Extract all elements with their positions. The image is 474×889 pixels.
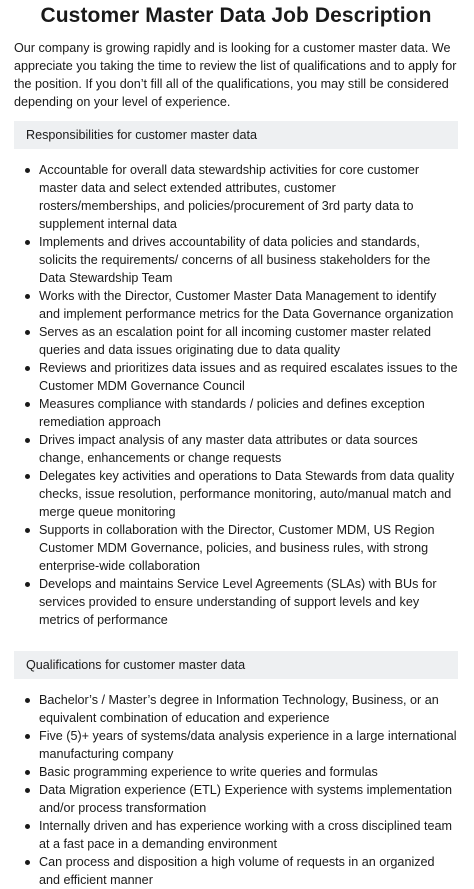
bullet-icon — [25, 698, 30, 703]
list-item-text: Develops and maintains Service Level Agreements (SLAs) with BUs for services provided to ensure understanding of support levels and key metrics of performance — [39, 577, 437, 627]
list-item — [39, 359, 458, 395]
list-item-text: Measures compliance with standards / policies and defines exception remediation approach — [39, 397, 425, 429]
responsibilities-list — [14, 161, 458, 629]
bullet-icon — [25, 788, 30, 793]
bullet-icon — [25, 366, 30, 371]
bullet-icon — [25, 582, 30, 587]
intro-paragraph: Our company is growing rapidly and is looking for a customer master data. We appreciate you taking the time to review the list of qualifications and to apply for the position. If you don’t fill all of the qualifications, you may still be considered depending on your level of experience. — [14, 41, 457, 109]
page-title: Customer Master Data Job Description — [40, 4, 432, 27]
bullet-icon — [25, 294, 30, 299]
list-item — [39, 727, 458, 763]
bullet-icon — [25, 168, 30, 173]
list-item — [39, 233, 458, 287]
bullet-icon — [25, 402, 30, 407]
list-item — [39, 323, 458, 359]
list-item — [39, 575, 458, 629]
list-item — [39, 521, 458, 575]
qualifications-list — [14, 691, 458, 889]
bullet-icon — [25, 330, 30, 335]
list-item-text: Supports in collaboration with the Director, Customer MDM, US Region Customer MDM Governance, policies, and business rules, with strong enterprise-wide collaboration — [39, 523, 435, 573]
list-item-text: Bachelor’s / Master’s degree in Information Technology, Business, or an equivalent combination of education and experience — [39, 693, 439, 725]
list-item-text: Implements and drives accountability of data policies and standards, solicits the requirements/ concerns of all business stakeholders for the Data Stewardship Team — [39, 235, 431, 285]
list-item-text: Works with the Director, Customer Master Data Management to identify and implement performance metrics for the Data Governance organization — [39, 289, 454, 321]
list-item-text: Reviews and prioritizes data issues and as required escalates issues to the Customer MDM Governance Council — [39, 361, 458, 393]
list-item — [39, 395, 458, 431]
bullet-icon — [25, 860, 30, 865]
list-item — [39, 691, 458, 727]
list-item — [39, 853, 458, 889]
bullet-icon — [25, 474, 30, 479]
bullet-icon — [25, 824, 30, 829]
list-item-text: Accountable for overall data stewardship activities for core customer master data and select extended attributes, customer rosters/memberships, and policies/procurement of 3rd party data to supplement internal data — [39, 163, 420, 231]
list-item — [39, 161, 458, 233]
responsibilities-header: Responsibilities for customer master data — [14, 121, 458, 149]
bullet-icon — [25, 438, 30, 443]
list-item-text: Serves as an escalation point for all incoming customer master related queries and data issues originating due to data quality — [39, 325, 431, 357]
list-item-text: Delegates key activities and operations to Data Stewards from data quality checks, issue resolution, performance monitoring, auto/manual match and merge queue monitoring — [39, 469, 455, 519]
bullet-icon — [25, 770, 30, 775]
bullet-icon — [25, 528, 30, 533]
list-item — [39, 817, 458, 853]
list-item-text: Can process and disposition a high volume of requests in an organized and efficient manner — [39, 855, 435, 887]
list-item — [39, 287, 458, 323]
list-item — [39, 763, 458, 781]
list-item-text: Five (5)+ years of systems/data analysis experience in a large international manufacturing company — [39, 729, 457, 761]
list-item — [39, 467, 458, 521]
bullet-icon — [25, 240, 30, 245]
list-item — [39, 781, 458, 817]
list-item — [39, 431, 458, 467]
list-item-text: Internally driven and has experience working with a cross disciplined team at a fast pace in a demanding environment — [39, 819, 453, 851]
bullet-icon — [25, 734, 30, 739]
list-item-text: Basic programming experience to write queries and formulas — [39, 765, 378, 779]
list-item-text: Data Migration experience (ETL) Experience with systems implementation and/or process transformation — [39, 783, 452, 815]
qualifications-header: Qualifications for customer master data — [14, 651, 458, 679]
list-item-text: Drives impact analysis of any master data attributes or data sources change, enhancements or change requests — [39, 433, 418, 465]
